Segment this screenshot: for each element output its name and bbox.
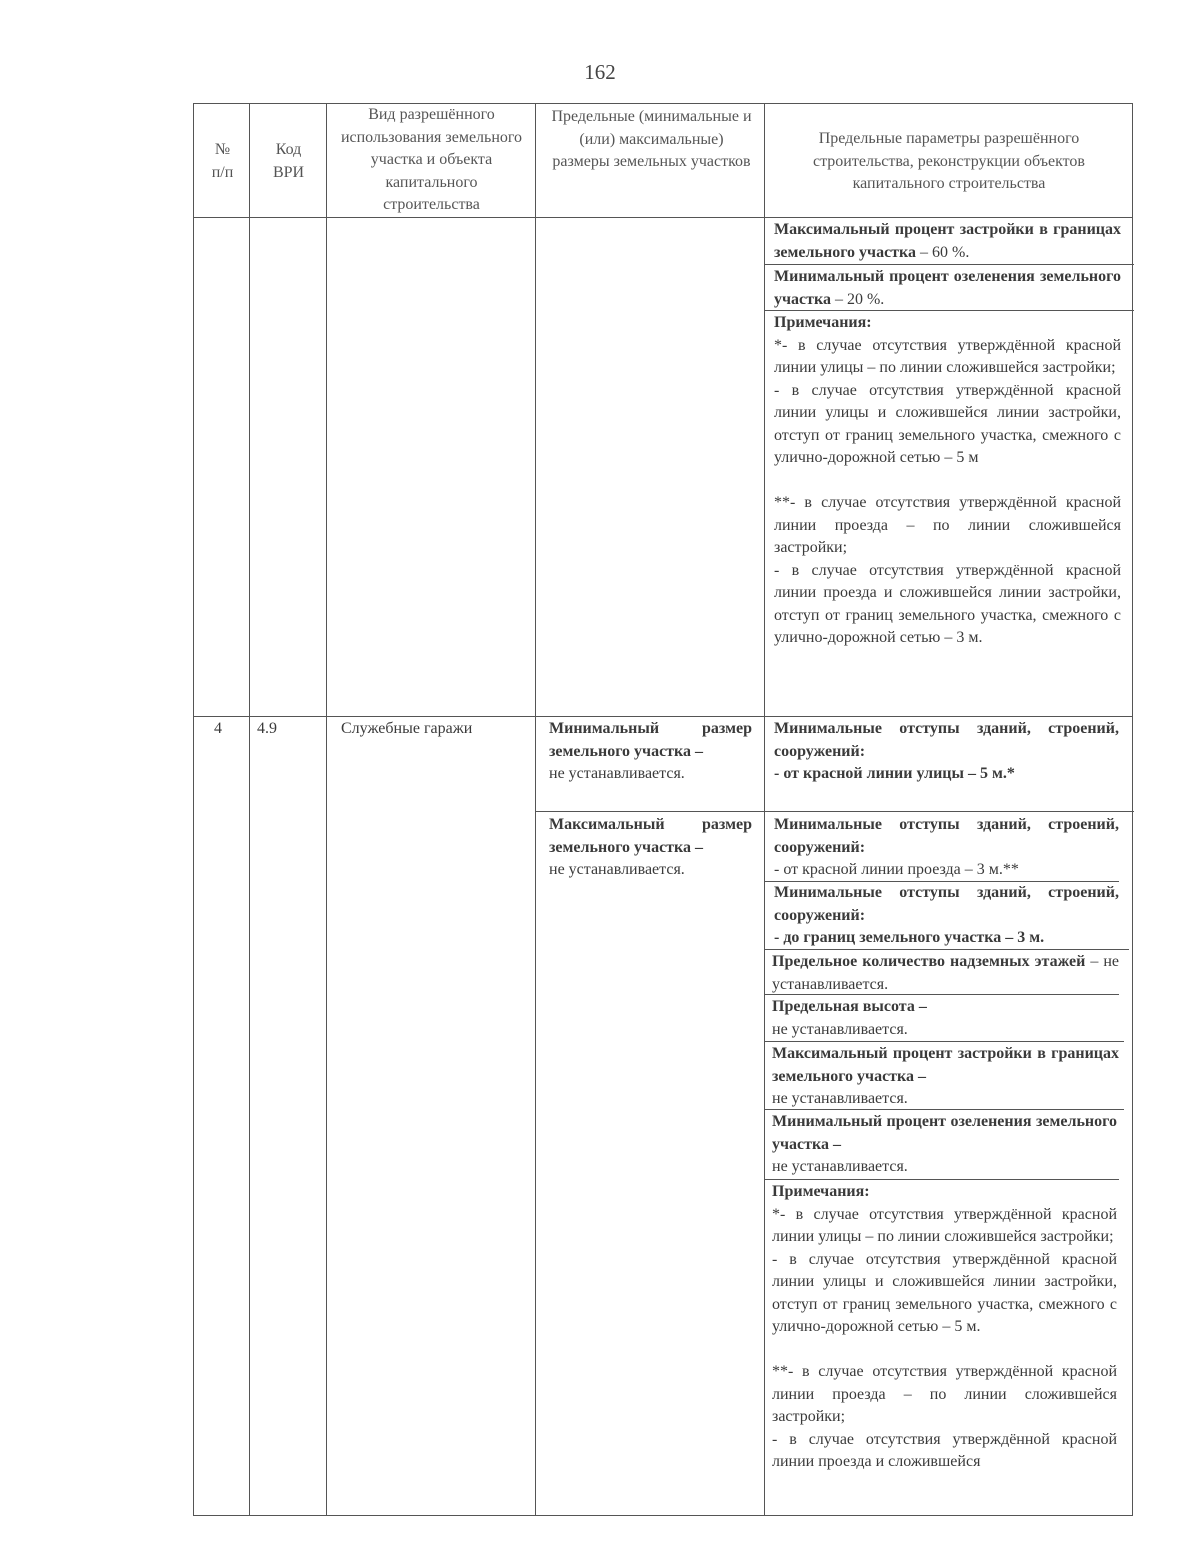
cont-divider-1: [764, 264, 1134, 265]
row4-max-size: Максимальный размер земельного участка – не устанавливается.: [549, 816, 752, 878]
cont-notes: Примечания: *- в случае отсутствия утверждённой красной линии улицы – по линии сложившейся застройки; - в случае отсутствия утверждённой красной линии улицы и сложившейся линии застройки, отступ от границ земельного участка, смежного с улично-дорожной сетью – 5 м **- в случае отсутствия утверждённой красной линии проезда – по линии сложившейся застройки; - в случае отсутствия утверждённой красной линии проезда и сложившейся линии застройки, отступ от границ земельного участка, смежного с улично-дорожной сетью – 3 м.: [774, 314, 1121, 646]
header-num: № п/п: [211, 141, 234, 181]
regulations-table: [193, 103, 1133, 1516]
header-divider: [194, 217, 1132, 218]
row4-param-4: Предельное количество надземных этажей – не устанавливается.: [772, 953, 1119, 993]
header-params: Предельные параметры разрешённого строительства, реконструкции объектов капитального строительства: [813, 130, 1085, 192]
row4-code: 4.9: [257, 720, 277, 737]
row4-num: 4: [214, 720, 222, 737]
param-divider-7: [764, 1179, 1119, 1180]
col-sep-1: [249, 104, 250, 1515]
page-number: 162: [584, 60, 616, 84]
row4-min-size: Минимальный размер земельного участка – не устанавливается.: [549, 720, 752, 782]
header-code: Код ВРИ: [272, 141, 305, 181]
cont-min-green: Минимальный процент озеленения земельного участка – 20 %.: [774, 268, 1121, 308]
row4-kind: Служебные гаражи: [341, 720, 473, 737]
header-kind: Вид разрешённого использования земельного участка и объекта капитального строительства: [340, 106, 523, 213]
cont-max-build: Максимальный процент застройки в границах земельного участка – 60 %.: [774, 221, 1121, 261]
row-divider: [194, 716, 1132, 717]
row4-param-7: Минимальный процент озеленения земельного участка – не устанавливается.: [772, 1113, 1117, 1175]
col-sep-3: [535, 104, 536, 1515]
row4-param-1: Минимальные отступы зданий, строений, сооружений: - от красной линии улицы – 5 м.*: [774, 720, 1119, 782]
col-sep-4: [764, 104, 765, 1515]
row4-param-2: Минимальные отступы зданий, строений, сооружений: - от красной линии проезда – 3 м.**: [774, 816, 1119, 878]
row4-param-6: Максимальный процент застройки в границах земельного участка – не устанавливается.: [772, 1045, 1119, 1107]
param-divider-5: [764, 1041, 1124, 1042]
size-divider: [535, 811, 764, 812]
row4-param-3: Минимальные отступы зданий, строений, сооружений: - до границ земельного участка – 3 м.: [774, 884, 1119, 946]
row4-notes: Примечания: *- в случае отсутствия утверждённой красной линии улицы – по линии сложившейся застройки; - в случае отсутствия утверждённой красной линии улицы и сложившейся линии застройки, отступ от границ земельного участка, смежного с улично-дорожной сетью – 5 м. **- в случае отсутствия утверждённой красной линии проезда – по линии сложившейся застройки; - в случае отсутствия утверждённой красной линии проезда и сложившейся: [772, 1183, 1117, 1470]
header-sizes: Предельные (минимальные и (или) максимальные) размеры земельных участков: [551, 108, 752, 170]
param-divider-1: [764, 811, 1134, 812]
col-sep-2: [326, 104, 327, 1515]
row4-param-5: Предельная высота – не устанавливается.: [772, 998, 927, 1038]
